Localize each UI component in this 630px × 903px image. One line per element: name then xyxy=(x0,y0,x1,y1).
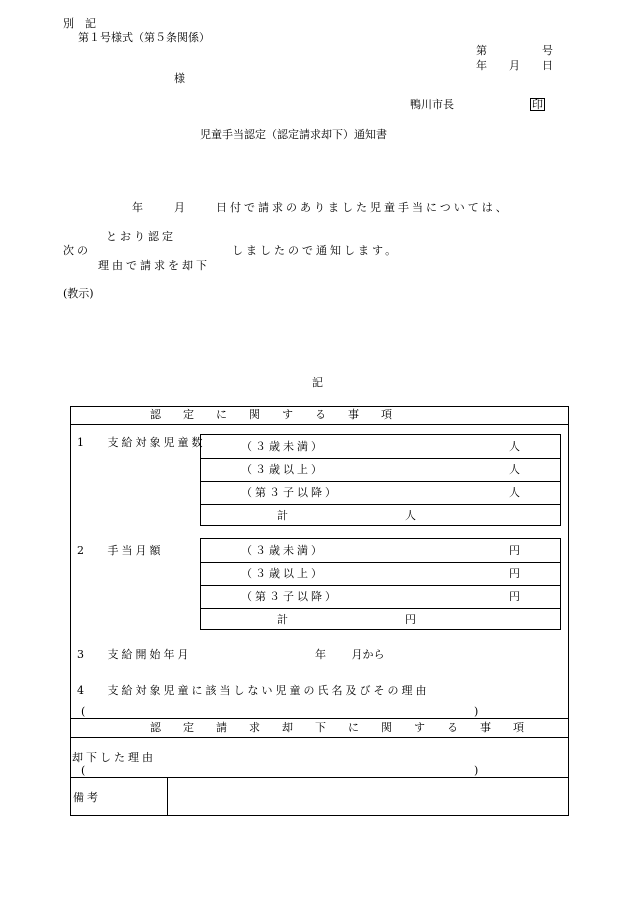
row-unit: 円 xyxy=(509,590,520,603)
item2-label: 2 手当月額 xyxy=(77,544,164,557)
reject-reason-label: 却下した理由 xyxy=(72,751,156,764)
remarks-label: 備考 xyxy=(73,791,101,804)
ki-label: 記 xyxy=(312,376,323,389)
addressee-suffix: 様 xyxy=(174,72,185,85)
amount-row-under3 xyxy=(201,539,560,563)
children-row-total xyxy=(201,504,560,525)
row-unit: 人 xyxy=(509,486,520,499)
document-number: 第 号 xyxy=(476,44,553,57)
notice-prefix: 次の xyxy=(63,244,91,257)
row-unit: 人 xyxy=(509,440,520,453)
amount-row-over3 xyxy=(201,562,560,586)
notice-suffix: しましたので通知します。 xyxy=(232,244,400,257)
row-label: （３歳未満） xyxy=(241,440,325,453)
beki-label: 別 記 xyxy=(63,17,96,30)
children-row-over3 xyxy=(201,458,560,482)
choice-reject: 理由で請求を却下 xyxy=(98,259,210,272)
divider xyxy=(70,777,569,778)
amount-row-third xyxy=(201,585,560,609)
item4-close-paren: ) xyxy=(474,705,479,718)
document-title: 児童手当認定（認定請求却下）通知書 xyxy=(200,128,387,141)
monthly-amount-table xyxy=(200,538,561,630)
row-label: （３歳以上） xyxy=(241,567,325,580)
choice-approve: とおり認定 xyxy=(106,230,176,243)
row-label: （第３子以降） xyxy=(241,590,339,603)
document-date: 年 月 日 xyxy=(476,59,553,72)
children-row-under3 xyxy=(201,435,560,459)
divider xyxy=(70,737,569,738)
divider xyxy=(70,718,569,719)
approval-heading: 認 定 に 関 す る 事 項 xyxy=(150,408,392,421)
start-month: 年 月から xyxy=(315,648,385,661)
row-label: （第３子以降） xyxy=(241,486,339,499)
item1-label: 1 支給対象児童数 xyxy=(77,436,206,449)
total-label: 計 xyxy=(277,613,288,626)
row-unit: 円 xyxy=(509,567,520,580)
row-label: （３歳以上） xyxy=(241,463,325,476)
remarks-divider xyxy=(167,777,168,816)
form-label: 第１号様式（第５条関係） xyxy=(78,31,210,44)
item4-open-paren: ( xyxy=(81,705,86,718)
amount-row-total xyxy=(201,608,560,629)
item3-label: 3 支給開始年月 xyxy=(77,648,192,661)
row-label: （３歳未満） xyxy=(241,544,325,557)
total-unit: 人 xyxy=(405,509,416,522)
reject-close-paren: ) xyxy=(474,764,479,777)
seal-stamp: 印 xyxy=(532,98,543,111)
item4-label: 4 支給対象児童に該当しない児童の氏名及びその理由 xyxy=(77,684,430,697)
total-label: 計 xyxy=(277,509,288,522)
issuer: 鴨川市長 xyxy=(410,98,454,111)
request-date-line: 年 月 日付で請求のありました児童手当については、 xyxy=(132,201,510,214)
divider xyxy=(70,424,569,425)
children-row-third xyxy=(201,481,560,505)
reject-heading: 認 定 請 求 却 下 に 関 す る 事 項 xyxy=(150,721,524,734)
row-unit: 円 xyxy=(509,544,520,557)
total-unit: 円 xyxy=(405,613,416,626)
row-unit: 人 xyxy=(509,463,520,476)
children-count-table xyxy=(200,434,561,526)
instruction-label: (教示) xyxy=(63,287,94,300)
reject-open-paren: ( xyxy=(81,764,86,777)
